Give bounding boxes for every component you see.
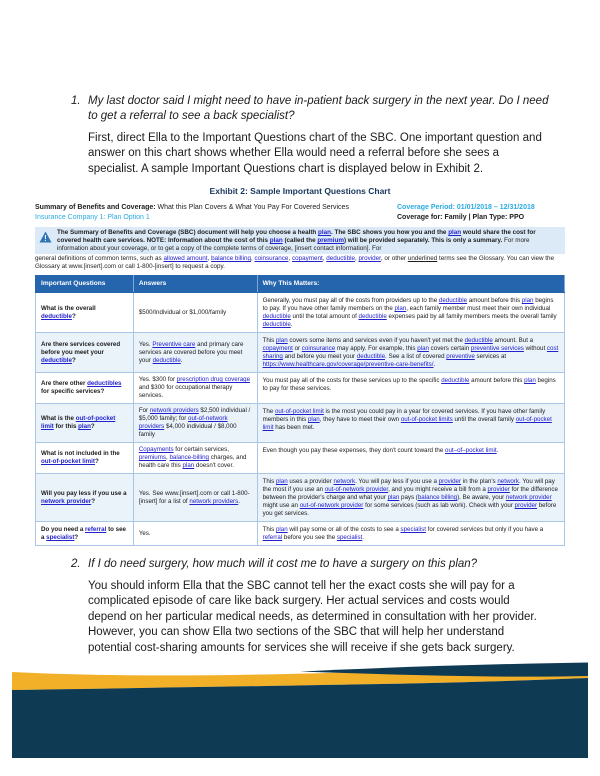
sbc-header-right — [397, 203, 565, 222]
question-2-text: If I do need surgery, how much will it cost me to have a surgery on this plan? — [88, 558, 478, 571]
svg-text:!: ! — [44, 234, 47, 244]
term-link[interactable]: plan — [182, 462, 195, 470]
text-segment: $2,500 individual / $5,000 family; for — [138, 407, 251, 423]
term-link[interactable]: network providers — [149, 407, 199, 415]
text-segment: pays ( — [399, 494, 418, 502]
text-segment: , — [354, 255, 359, 263]
text-segment: . See a list of covered — [385, 353, 447, 361]
term-link[interactable]: out-of-pocket limit — [262, 416, 552, 432]
table-row — [36, 522, 565, 546]
column-header-answers: Answers — [133, 276, 257, 293]
sbc-coverage-for: Coverage for: Family | Plan Type: PPO — [397, 213, 525, 221]
text-segment: might use an — [262, 502, 300, 510]
column-header-why-this-matters: Why This Matters: — [257, 276, 564, 293]
sbc-title — [35, 203, 395, 213]
term-link[interactable]: out-of-pocket limit — [41, 415, 116, 431]
answer-1-paragraph: First, direct Ella to the Important Questions chart of the SBC. One important question and answer on this chart shows whether Ella would need a referral before she sees a specialist. A sample Important Questions chart is displayed below in Exhibit 2. — [88, 131, 542, 175]
term-link[interactable]: plan — [387, 494, 400, 502]
text-segment: Do you need a — [41, 525, 86, 533]
text-segment: covers certain — [428, 345, 471, 353]
cell-why-this-matters — [257, 373, 564, 404]
text-segment: until the total amount of — [290, 313, 359, 321]
term-link[interactable]: specialist — [400, 526, 426, 534]
term-link[interactable]: referral — [262, 534, 283, 542]
text-segment: for certain services, — [173, 446, 229, 454]
term-link[interactable]: premiums — [138, 454, 166, 462]
text-segment: and before you meet your — [282, 353, 357, 361]
text-segment: , — [288, 255, 292, 263]
text-segment: What is not included in the — [41, 450, 120, 458]
term-link[interactable]: prescription drug coverage — [176, 376, 251, 384]
term-link[interactable]: https://www.healthcare.gov/coverage/preventive-care-benefits/ — [262, 361, 434, 369]
text-segment: This — [262, 337, 276, 345]
text-segment: or — [292, 345, 302, 353]
term-link[interactable]: referral — [85, 525, 107, 533]
term-link[interactable]: Copayments — [138, 446, 174, 454]
table-row — [36, 404, 565, 443]
term-link[interactable]: coinsurance — [254, 255, 289, 263]
term-link[interactable]: network provider — [41, 497, 92, 505]
text-segment: ? — [71, 356, 76, 364]
cell-why-this-matters — [257, 522, 564, 546]
sbc-notice-box — [35, 227, 565, 254]
term-link[interactable]: network — [333, 478, 356, 486]
text-segment: For — [138, 407, 150, 415]
term-link[interactable]: balance billing — [211, 255, 251, 263]
question-1 — [71, 94, 549, 125]
text-segment: Yes. — [138, 529, 151, 537]
text-segment: Are there services covered before you meet your — [41, 340, 121, 356]
term-link[interactable]: plan — [394, 305, 407, 313]
text-segment: and primary care services are covered before you meet your — [138, 340, 244, 364]
term-link[interactable]: deductible — [262, 313, 291, 321]
term-link[interactable]: preventive services — [470, 345, 524, 353]
text-segment: amount before this — [467, 297, 522, 305]
text-segment: uses a provider — [287, 478, 334, 486]
text-segment: . — [290, 321, 293, 329]
important-questions-table — [35, 275, 565, 546]
cell-why-this-matters — [257, 333, 564, 373]
question-2 — [71, 557, 549, 572]
term-link[interactable]: deductible — [326, 255, 355, 263]
term-link[interactable]: plan — [275, 478, 288, 486]
sbc-document — [35, 203, 565, 546]
text-segment: For more information about your coverage, or to get a copy of the complete terms of coverage, [insert contact information]. For — [57, 237, 530, 253]
cell-important-question — [36, 522, 134, 546]
text-segment: , — [322, 255, 327, 263]
text-segment: would share the cost for covered health care services. NOTE: Information about the cost of this — [57, 229, 536, 245]
text-segment: Even though you pay these expenses, they don't count toward the — [262, 447, 446, 455]
text-segment: for specific services? — [41, 388, 105, 396]
text-segment: expenses paid by all family members meets the overall family — [386, 313, 557, 321]
text-segment: . The SBC shows you how you and the — [330, 229, 449, 237]
term-link[interactable]: copayment — [291, 255, 323, 263]
text-segment: Yes. See www.[insert].com or call 1-800-[insert] for a list of — [138, 489, 250, 505]
text-segment: before you get services. — [262, 502, 557, 518]
cell-answer — [133, 443, 257, 474]
text-segment: . — [362, 534, 365, 542]
term-link[interactable]: deductible — [41, 312, 72, 320]
term-link[interactable]: network — [497, 478, 520, 486]
text-segment: for some services (such as lab work). Check with your — [363, 502, 515, 510]
text-segment: ? — [90, 423, 95, 431]
text-segment: without — [523, 345, 547, 353]
warning-icon — [39, 229, 52, 253]
term-link[interactable]: cost sharing — [262, 345, 559, 361]
text-segment: until the overall family — [452, 416, 516, 424]
term-link[interactable]: plan — [524, 377, 536, 385]
text-segment: underlined — [407, 255, 438, 263]
cell-answer — [133, 373, 257, 404]
column-header-important-questions: Important Questions — [36, 276, 134, 293]
text-segment: for the difference between the provider's charge and what your — [262, 486, 558, 502]
term-link[interactable]: plan — [417, 345, 429, 353]
text-segment: (called the — [282, 237, 318, 245]
sbc-header — [35, 203, 565, 222]
term-link[interactable]: deductible — [41, 356, 72, 364]
text-segment: . You will pay less if you use a — [355, 478, 439, 486]
term-link[interactable]: out-of-pocket limit — [274, 408, 324, 416]
text-segment: Yes. $300 for — [138, 376, 177, 384]
text-segment: ? — [71, 312, 76, 320]
text-segment: covers some items and services even if you haven't yet met the — [287, 337, 465, 345]
cell-why-this-matters — [257, 293, 564, 333]
text-segment: may apply. For example, this — [335, 345, 418, 353]
term-link[interactable]: Preventive care — [152, 340, 196, 348]
text-segment: begins to pay for these services. — [262, 377, 556, 393]
text-segment: amount. But a — [492, 337, 534, 345]
term-link[interactable]: plan — [318, 229, 331, 237]
table-row — [36, 474, 565, 522]
term-link[interactable]: balance billing — [417, 494, 458, 502]
term-link[interactable]: out-of-network providers — [138, 415, 228, 431]
term-link[interactable]: provider — [487, 486, 510, 494]
term-link[interactable]: deductible — [356, 353, 386, 361]
term-link[interactable]: out-of-network provider — [324, 486, 389, 494]
term-link[interactable]: deductible — [152, 356, 181, 364]
cell-answer — [133, 333, 257, 373]
term-link[interactable]: plan — [269, 237, 283, 245]
text-segment: doesn't cover. — [194, 462, 234, 470]
text-segment: ) will be provided separately. This is only a summary. — [343, 237, 503, 245]
sbc-notice-text — [57, 229, 561, 253]
term-link[interactable]: balance-billing — [169, 454, 209, 462]
term-link[interactable]: preventive — [446, 353, 475, 361]
text-segment: is the most you could pay in a year for covered services. If you have other family members in this — [262, 408, 546, 424]
cell-important-question — [36, 373, 134, 404]
cell-answer — [133, 522, 257, 546]
text-segment: terms see the Glossary. You can view the Glossary at www.[insert].com or call 1-800-[insert] to request a copy. — [35, 255, 555, 271]
term-link[interactable]: allowed amount — [163, 255, 208, 263]
term-link[interactable]: deductible — [441, 377, 470, 385]
term-link[interactable]: plan — [275, 526, 288, 534]
text-segment: Will you pay less if you use a — [41, 489, 127, 497]
term-link[interactable]: provider — [514, 502, 538, 510]
cell-important-question — [36, 333, 134, 373]
cell-why-this-matters — [257, 474, 564, 522]
text-segment: ? — [91, 497, 95, 505]
text-segment: $500/Individual or $1,000/family — [138, 308, 227, 316]
table-row — [36, 293, 565, 333]
cell-important-question — [36, 443, 134, 474]
cell-answer — [133, 474, 257, 522]
text-segment: , — [250, 255, 255, 263]
cell-why-this-matters — [257, 404, 564, 443]
text-segment: $4,000 individual / $8,000 family — [138, 423, 237, 439]
sbc-insurer: Insurance Company 1: Plan Option 1 — [35, 213, 150, 221]
term-link[interactable]: out-of-network provider — [299, 502, 364, 510]
cell-why-this-matters — [257, 443, 564, 474]
term-link[interactable]: deductible — [464, 337, 493, 345]
term-link[interactable]: plan — [275, 337, 288, 345]
footer-wave-graphic — [12, 662, 588, 758]
text-segment: general definitions of common terms, such as — [35, 255, 164, 263]
text-segment: This — [262, 526, 276, 534]
text-segment: You must pay all of the costs for these services up to the specific — [262, 377, 442, 385]
term-link[interactable]: plan — [307, 416, 320, 424]
text-segment: to see a — [41, 525, 126, 541]
term-link[interactable]: premium — [317, 237, 344, 245]
text-segment: . — [238, 497, 240, 505]
text-segment: for this — [53, 423, 79, 431]
table-row — [36, 373, 565, 404]
text-segment: , or other — [380, 255, 408, 263]
sbc-coverage-period: Coverage Period: 01/01/2018 – 12/31/2018 — [397, 204, 535, 212]
text-segment: . You will pay the most if you use an — [262, 478, 555, 494]
text-segment: The Summary of Benefits and Coverage (SBC) document will help you choose a health — [57, 229, 319, 237]
term-link[interactable]: plan — [448, 229, 462, 237]
answer-2-paragraph: You should inform Ella that the SBC cannot tell her the exact costs she will pay for a complicated episode of care like back surgery. Her actual services and costs would depend on her particular medical needs, as determined in consultation with her provider. However, you can show Ella two sections of the SBC that will help her understand potential cost-sharing amounts for services she will receive if she gets back surgery. — [88, 579, 537, 655]
term-link[interactable]: deductibles — [87, 380, 122, 388]
text-segment: . — [180, 356, 183, 364]
text-segment: What is the — [41, 415, 76, 423]
text-segment: , — [165, 454, 170, 462]
term-link[interactable]: provider — [438, 478, 462, 486]
text-segment: ? — [74, 533, 79, 541]
term-link[interactable]: deductible — [438, 297, 468, 305]
question-1-number: 1. — [71, 95, 81, 107]
text-segment: has been met. — [273, 424, 315, 432]
text-segment: will pay some or all of the costs to see a — [287, 526, 401, 534]
cell-important-question — [36, 474, 134, 522]
term-link[interactable]: out–of–pocket limit — [445, 447, 497, 455]
text-segment: The — [262, 408, 275, 416]
term-link[interactable]: network provider — [505, 494, 552, 502]
text-segment: . — [496, 447, 499, 455]
text-segment: for covered services but only if you have a — [425, 526, 544, 534]
sbc-title-rest: What this Plan Covers & What You Pay For Covered Services — [155, 204, 349, 212]
text-segment: , they have to meet their own — [319, 416, 401, 424]
term-link[interactable]: deductible — [358, 313, 387, 321]
text-segment: in the plan's — [461, 478, 498, 486]
text-segment: ). Be aware, your — [457, 494, 506, 502]
text-segment: ? — [94, 458, 99, 466]
text-segment: . — [433, 361, 436, 369]
question-2-number: 2. — [71, 558, 81, 571]
cell-important-question — [36, 404, 134, 443]
text-segment: services at — [474, 353, 507, 361]
text-segment: Generally, you must pay all of the costs from providers up to the — [262, 297, 439, 305]
exhibit-caption: Exhibit 2: Sample Important Questions Chart — [209, 186, 391, 197]
term-link[interactable]: provider — [358, 255, 381, 263]
term-link[interactable]: network providers — [189, 497, 239, 505]
table-row — [36, 443, 565, 474]
term-link[interactable]: out-of-pocket limits — [400, 416, 453, 424]
cell-answer — [133, 293, 257, 333]
term-link[interactable]: copayment — [262, 345, 293, 353]
text-segment: , each family member must meet their own individual — [406, 305, 551, 313]
text-segment: Are there other — [41, 380, 88, 388]
sbc-header-left — [35, 203, 395, 222]
term-link[interactable]: plan — [78, 423, 91, 431]
table-header-row — [36, 276, 565, 293]
text-segment: Yes. — [138, 340, 153, 348]
term-link[interactable]: deductible — [262, 321, 291, 329]
table-row — [36, 333, 565, 373]
sbc-notice-continuation — [35, 255, 565, 271]
term-link[interactable]: plan — [521, 297, 534, 305]
text-segment: amount before this — [469, 377, 525, 385]
text-segment: , — [207, 255, 212, 263]
cell-important-question — [36, 293, 134, 333]
text-segment: This — [262, 478, 276, 486]
text-segment: before you see the — [282, 534, 337, 542]
cell-answer — [133, 404, 257, 443]
sbc-title-bold: Summary of Benefits and Coverage: — [35, 204, 156, 212]
term-link[interactable]: out-of-pocket limit — [41, 458, 95, 466]
text-segment: and $300 for occupational therapy services. — [138, 384, 233, 400]
text-segment: What is the overall — [41, 304, 96, 312]
text-segment: , and you might receive a bill from a — [388, 486, 488, 494]
term-link[interactable]: specialist — [46, 533, 75, 541]
footer-navy-block — [12, 678, 588, 758]
text-segment: charges, and health care this — [138, 454, 247, 470]
term-link[interactable]: specialist — [336, 534, 363, 542]
term-link[interactable]: coinsurance — [301, 345, 336, 353]
text-segment: begins to pay. If you have other family members on the — [262, 297, 554, 313]
question-1-text: My last doctor said I might need to have in-patient back surgery in the next year. Do I need to get a referral to see a back specialist? — [88, 95, 549, 123]
